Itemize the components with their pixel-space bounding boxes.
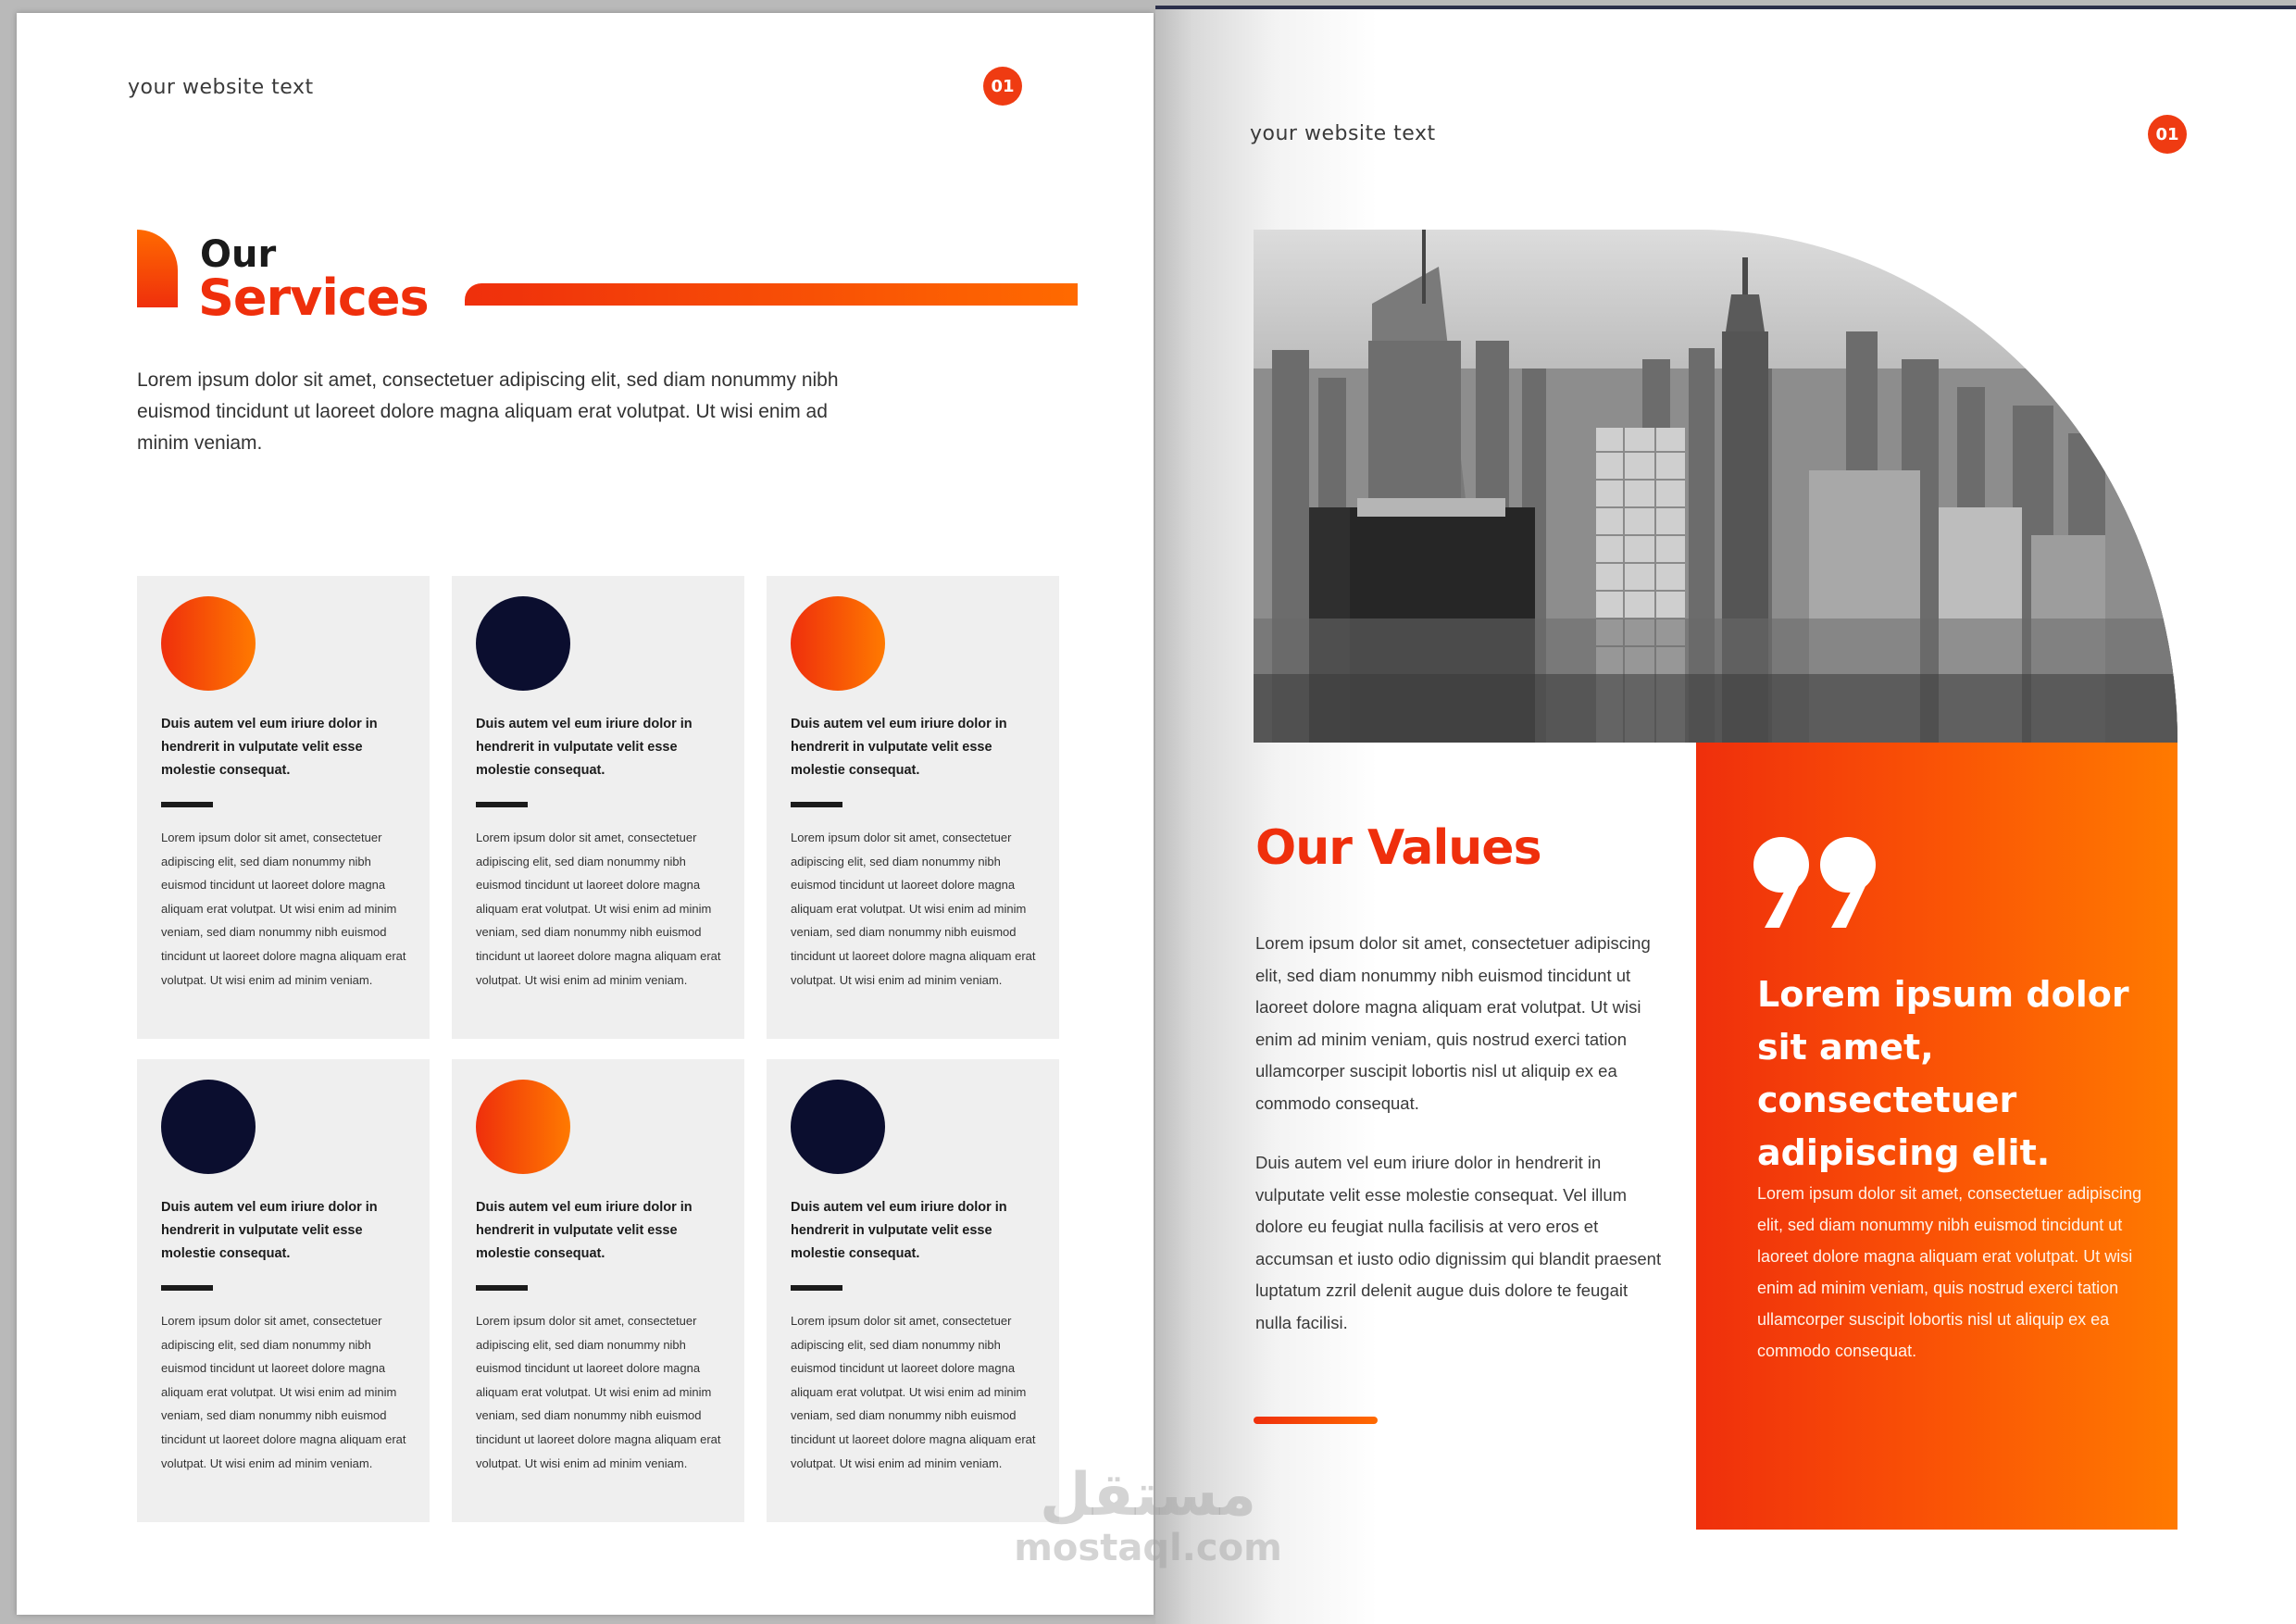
service-card-body: Lorem ipsum dolor sit amet, consectetuer adipiscing elit, sed diam nonummy nibh euismod tincidunt ut laoreet dolore magna aliquam erat volutpat. Ut wisi enim ad minim veniam, sed diam nonummy nibh euismod tincidunt ut laoreet dolore magna aliquam erat volutpat. Ut wisi enim ad minim veniam.	[161, 1314, 406, 1470]
page-number-badge: 01	[983, 67, 1022, 106]
service-card-body: Lorem ipsum dolor sit amet, consectetuer adipiscing elit, sed diam nonummy nibh euismod tincidunt ut laoreet dolore magna aliquam erat volutpat. Ut wisi enim ad minim veniam, sed diam nonummy nibh euismod tincidunt ut laoreet dolore magna aliquam erat volutpat. Ut wisi enim ad minim veniam.	[476, 831, 721, 987]
service-card-heading: Duis autem vel eum iriure dolor in hendrerit in vulputate velit esse molestie consequat.	[476, 717, 693, 778]
service-card-rule	[791, 802, 842, 807]
service-card	[767, 576, 1059, 1039]
values-body	[1255, 928, 1663, 1339]
service-card-rule	[161, 1285, 213, 1291]
double-quote-icon	[1752, 835, 1881, 932]
service-card-rule	[476, 802, 528, 807]
intro-paragraph: Lorem ipsum dolor sit amet, consectetuer adipiscing elit, sed diam nonummy nibh euismod tincidunt ut laoreet dolore magna aliquam erat volutpat. Ut wisi enim ad minim veniam.	[137, 369, 839, 454]
values-underline-bar	[1254, 1417, 1378, 1424]
service-card-rule	[791, 1285, 842, 1291]
service-card-heading: Duis autem vel eum iriure dolor in hendrerit in vulputate velit esse molestie consequat.	[791, 717, 1007, 778]
title-underline-bar	[465, 283, 1078, 306]
service-card-body: Lorem ipsum dolor sit amet, consectetuer adipiscing elit, sed diam nonummy nibh euismod tincidunt ut laoreet dolore magna aliquam erat volutpat. Ut wisi enim ad minim veniam, sed diam nonummy nibh euismod tincidunt ut laoreet dolore magna aliquam erat volutpat. Ut wisi enim ad minim veniam.	[476, 1314, 721, 1470]
header-text: your website text	[128, 76, 314, 99]
quote-heading: Lorem ipsum dolor sit amet, consectetuer adipiscing elit.	[1757, 974, 2129, 1173]
values-paragraph-1: Lorem ipsum dolor sit amet, consectetuer adipiscing elit, sed diam nonummy nibh euismod tincidunt ut laoreet dolore magna aliquam erat volutpat. Ut wisi enim ad minim veniam, quis nostrud exerci tation ullamcorper suscipit lobortis nisl ut aliquip ex ea commodo consequat.	[1255, 933, 1651, 1113]
service-card	[767, 1059, 1059, 1522]
service-circle-icon	[791, 1080, 885, 1174]
service-card	[452, 1059, 744, 1522]
service-card	[137, 576, 430, 1039]
left-page	[17, 13, 1154, 1615]
service-card-heading: Duis autem vel eum iriure dolor in hendrerit in vulputate velit esse molestie consequat.	[161, 1200, 378, 1261]
service-circle-icon	[476, 596, 570, 691]
service-card-rule	[161, 802, 213, 807]
quote-panel	[1696, 743, 2177, 1530]
section-title-line2: Services	[198, 269, 429, 327]
service-circle-icon	[476, 1080, 570, 1174]
section-title-line1: Our	[200, 233, 277, 276]
service-card	[137, 1059, 430, 1522]
title-accent-shape	[137, 230, 178, 307]
watermark-arabic: مستقل	[1039, 1461, 1257, 1530]
right-page	[1155, 6, 2296, 1624]
service-card-body: Lorem ipsum dolor sit amet, consectetuer adipiscing elit, sed diam nonummy nibh euismod tincidunt ut laoreet dolore magna aliquam erat volutpat. Ut wisi enim ad minim veniam, sed diam nonummy nibh euismod tincidunt ut laoreet dolore magna aliquam erat volutpat. Ut wisi enim ad minim veniam.	[161, 831, 406, 987]
service-card-heading: Duis autem vel eum iriure dolor in hendrerit in vulputate velit esse molestie consequat.	[791, 1200, 1007, 1261]
top-edge-line	[1155, 6, 2296, 9]
watermark	[1009, 1463, 1287, 1568]
service-card-rule	[476, 1285, 528, 1291]
city-skyline-illustration	[1254, 230, 2177, 743]
service-card	[452, 576, 744, 1039]
values-title: Our Values	[1255, 820, 1541, 876]
service-card-heading: Duis autem vel eum iriure dolor in hendrerit in vulputate velit esse molestie consequat.	[476, 1200, 693, 1261]
city-skyline-photo	[1254, 230, 2177, 743]
service-circle-icon	[161, 1080, 256, 1174]
service-card-body: Lorem ipsum dolor sit amet, consectetuer adipiscing elit, sed diam nonummy nibh euismod tincidunt ut laoreet dolore magna aliquam erat volutpat. Ut wisi enim ad minim veniam, sed diam nonummy nibh euismod tincidunt ut laoreet dolore magna aliquam erat volutpat. Ut wisi enim ad minim veniam.	[791, 1314, 1036, 1470]
service-card-heading: Duis autem vel eum iriure dolor in hendrerit in vulputate velit esse molestie consequat.	[161, 717, 378, 778]
page-number-badge: 01	[2148, 115, 2187, 154]
watermark-latin: mostaql.com	[1014, 1527, 1282, 1569]
header-text: your website text	[1250, 122, 1436, 145]
service-card-body: Lorem ipsum dolor sit amet, consectetuer adipiscing elit, sed diam nonummy nibh euismod tincidunt ut laoreet dolore magna aliquam erat volutpat. Ut wisi enim ad minim veniam, sed diam nonummy nibh euismod tincidunt ut laoreet dolore magna aliquam erat volutpat. Ut wisi enim ad minim veniam.	[791, 831, 1036, 987]
quote-body: Lorem ipsum dolor sit amet, consectetuer adipiscing elit, sed diam nonummy nibh euismod tincidunt ut laoreet dolore magna aliquam erat volutpat. Ut wisi enim ad minim veniam, quis nostrud exerci tation ullamcorper suscipit lobortis nisl ut aliquip ex ea commodo consequat.	[1757, 1184, 2142, 1360]
service-circle-icon	[161, 596, 256, 691]
service-circle-icon	[791, 596, 885, 691]
values-paragraph-2: Duis autem vel eum iriure dolor in hendrerit in vulputate velit esse molestie consequat. Vel illum dolore eu feugiat nulla facilisis at vero eros et accumsan et iusto odio dignissim qui blandit praesent luptatum zzril delenit augue duis dolore te feugait nulla facilisi.	[1255, 1153, 1662, 1332]
